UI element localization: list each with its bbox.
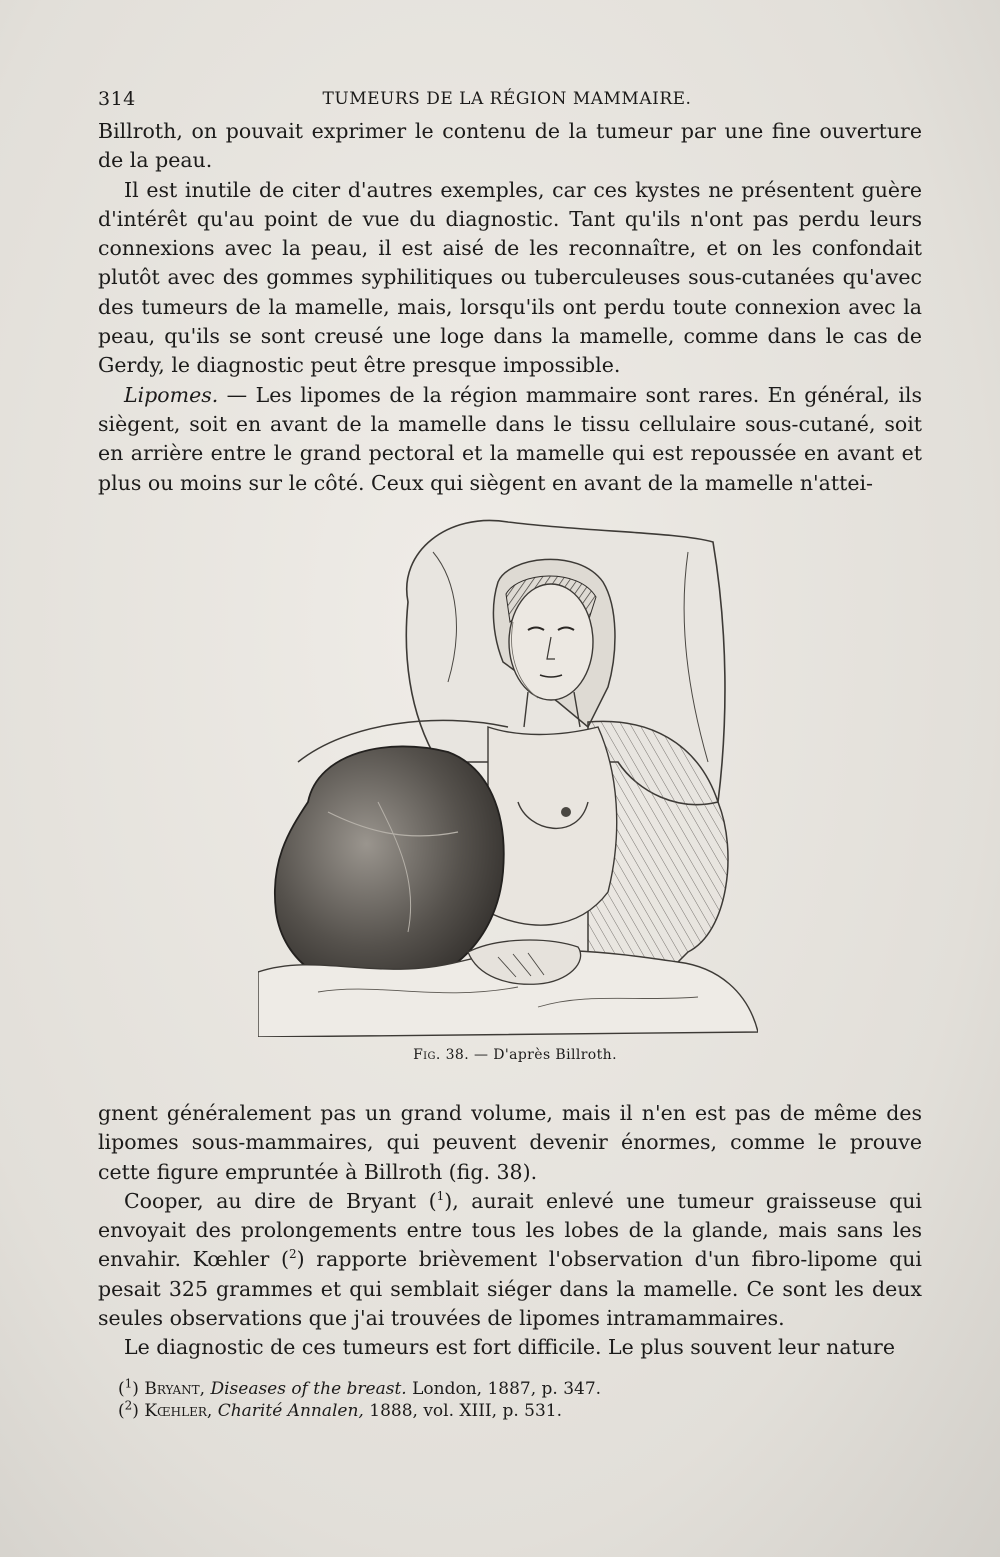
paragraph-diagnostic: Le diagnostic de ces tumeurs est fort difficile. Le plus souvent leur nature	[124, 1335, 895, 1360]
engraving-illustration	[258, 512, 758, 1037]
page-number: 314	[98, 88, 136, 110]
figure-caption-text: — D'après Billroth.	[469, 1047, 617, 1063]
paragraph-lipomes-continuation: gnent généralement pas un grand volume, mais il n'en est pas de même des lipomes sous-mammaires, qui peuvent devenir énormes, comme le prouve cette figure empruntée à Billroth (fig. 38).	[98, 1101, 922, 1184]
bottom-text-block	[98, 1099, 922, 1363]
footnote-2-rest: 1888, vol. XIII, p. 531.	[363, 1401, 562, 1421]
paragraph-lipomes-text: — Les lipomes de la région mammaire sont rares. En général, ils siègent, soit en avant de la mamelle dans le tissu cellulaire sous-cutané, soit en arrière entre le grand pectoral et la mamelle qui est repoussée en avant et plus ou moins sur le côté. Ceux qui siègent en avant de la mamelle n'attei-	[98, 382, 922, 495]
paragraph-continuation: Billroth, on pouvait exprimer le contenu de la tumeur par une fine ouverture de la peau.	[98, 119, 922, 173]
paragraph-cooper-part-a: Cooper, au dire de Bryant (	[124, 1188, 437, 1213]
paragraph-cooper	[98, 1187, 922, 1333]
face-shape	[509, 584, 593, 700]
figure-caption	[300, 1047, 730, 1063]
page-header	[98, 88, 916, 114]
section-heading-lipomes: Lipomes.	[124, 382, 219, 407]
footnote-2-author: Kœhler	[144, 1401, 207, 1421]
footnote-ref-2: 2	[289, 1247, 297, 1262]
footnotes	[118, 1378, 918, 1422]
footnote-2-mark: 2	[124, 1398, 133, 1413]
paragraph-cooper-part-b: ), aurait enlevé une tumeur graisseuse qui envoyait des prolongements entre tous les lobes de la glande, mais sans les envahir. Kœhler (	[98, 1188, 922, 1272]
paragraph-cooper-part-c: ) rapporte brièvement l'observation d'un fibro-lipome qui pesait 325 grammes et qui semblait siéger dans la mamelle. Ce sont les deux seules observations que j'ai trouvées de lipomes intramammaires.	[98, 1247, 922, 1331]
footnote-2-title: Charité Annalen,	[217, 1401, 364, 1421]
figure-caption-label: Fig. 38.	[413, 1047, 470, 1063]
top-text-block	[98, 117, 922, 498]
footnote-1: ($^1$) Bryant, Diseases of the breast. London, 1887, p. 347.	[118, 1376, 602, 1399]
footnote-ref-1: 1	[436, 1189, 445, 1204]
running-title: TUMEURS DE LA RÉGION MAMMAIRE.	[322, 89, 692, 109]
footnote-1-mark: 1	[124, 1376, 133, 1391]
torso-shape	[488, 727, 617, 925]
footnote-1-author: Bryant	[144, 1379, 200, 1399]
footnote-2: ($^2$) Kœhler, Charité Annalen, 1888, vol. XIII, p. 531.	[118, 1398, 562, 1421]
paragraph-lipomes	[98, 381, 922, 498]
engraving-figure	[258, 512, 758, 1037]
paragraph-kystes: Il est inutile de citer d'autres exemples, car ces kystes ne présentent guère d'intérêt qu'au point de vue du diagnostic. Tant qu'ils n'ont pas perdu leurs connexions avec la peau, il est aisé de les reconnaître, et on les confondait plutôt avec des gommes syphilitiques ou tuberculeuses sous-cutanées qu'avec des tumeurs de la mamelle, mais, lorsqu'ils ont perdu toute connexion avec la peau, qu'ils se sont creusé une loge dans la mamelle, comme dans le cas de Gerdy, le diagnostic peut être presque impossible.	[98, 177, 922, 378]
footnote-1-title: Diseases of the breast.	[210, 1379, 407, 1399]
footnote-1-rest: London, 1887, p. 347.	[406, 1379, 602, 1399]
